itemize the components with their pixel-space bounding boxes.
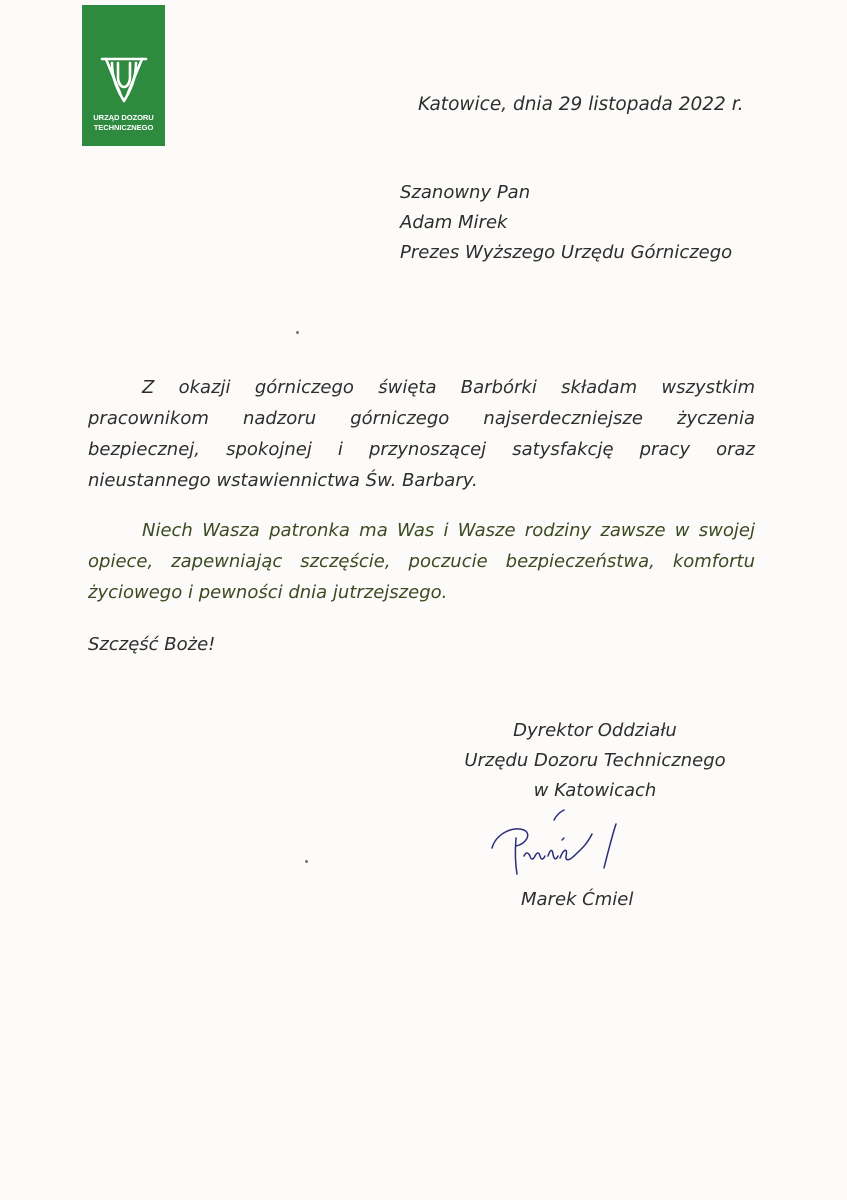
scan-speck <box>296 331 299 334</box>
recipient-salutation: Szanowny Pan <box>400 182 531 203</box>
letter-date: Katowice, dnia 29 listopada 2022 r. <box>418 94 744 115</box>
logo-text <box>93 113 153 133</box>
signer-position: Dyrektor Oddziału <box>513 720 677 741</box>
paragraph-1-line: bezpiecznej, spokojnej i przynoszącej satysfakcję pracy oraz <box>88 439 755 460</box>
recipient-title: Prezes Wyższego Urzędu Górniczego <box>400 242 733 263</box>
udt-logo <box>82 5 165 146</box>
paragraph-1-line: Z okazji górniczego święta Barbórki składam wszystkim <box>142 377 755 398</box>
paragraph-2-line: Niech Wasza patronka ma Was i Wasze rodziny zawsze w swojej <box>142 520 755 541</box>
signer-city: w Katowicach <box>533 780 657 801</box>
paragraph-2 <box>88 515 755 608</box>
paragraph-2-line: życiowego i pewności dnia jutrzejszego. <box>88 582 448 603</box>
paragraph-1-line: pracownikom nadzoru górniczego najserdeczniejsze życzenia <box>88 408 755 429</box>
blessing: Szczęść Boże! <box>88 634 216 655</box>
signer-institution: Urzędu Dozoru Technicznego <box>464 750 726 771</box>
logo-text-line1: URZĄD DOZORU <box>93 113 154 122</box>
logo-text-line2: TECHNICZNEGO <box>93 123 154 132</box>
signer-name: Marek Ćmiel <box>521 889 634 910</box>
handwritten-signature <box>490 800 640 890</box>
paragraph-1 <box>88 372 755 496</box>
scan-speck <box>305 860 308 863</box>
signature-title-block <box>436 716 754 806</box>
paragraph-1-line: nieustannego wstawiennictwa Św. Barbary. <box>88 470 478 491</box>
udt-emblem-icon <box>98 55 150 107</box>
paragraph-2-line: opiece, zapewniając szczęście, poczucie bezpieczeństwa, komfortu <box>88 551 755 572</box>
recipient-name: Adam Mirek <box>400 212 508 233</box>
recipient-block <box>400 178 732 268</box>
